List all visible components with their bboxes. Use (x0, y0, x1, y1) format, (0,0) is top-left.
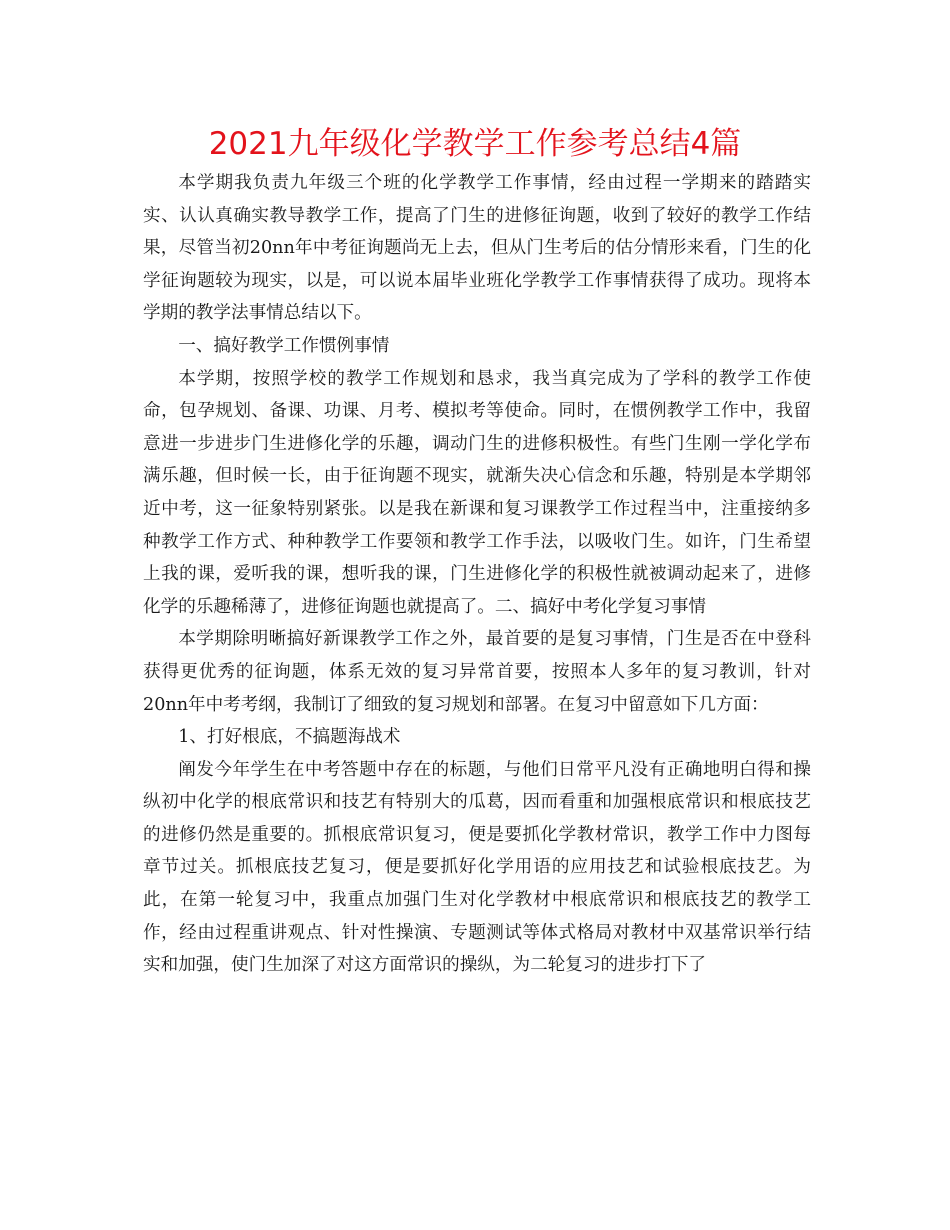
section-heading-1: 一、搞好教学工作惯例事情 (178, 335, 390, 356)
document-title: 2021九年级化学教学工作参考总结4篇 (208, 126, 742, 162)
paragraph-review-work: 本学期除明晰搞好新课教学工作之外，最首要的是复习事情，门生是否在中登科获得更优秀的征询题，体系无效的复习异常首要，按照本人多年的复习教训，针对20nn年中考考纲，我制订了细致的复习规划和部署。在复习中留意如下几方面： (143, 629, 811, 715)
paragraph-foundation: 阐发今年学生在中考答题中存在的标题，与他们日常平凡没有正确地明白得和操纵初中化学的根底常识和技艺有特别大的瓜葛，因而看重和加强根底常识和根底技艺的进修仍然是重要的。抓根底常识复习，便是要抓化学教材常识，教学工作中力图每章节过关。抓根底技艺复习，便是要抓好化学用语的应用技艺和试验根底技艺。为此，在第一轮复习中，我重点加强门生对化学教材中根底常识和根底技艺的教学工作，经由过程重讲观点、针对性操演、专题测试等体式格局对教材中双基常识举行结实和加强，使门生加深了对这方面常识的操纵，为二轮复习的进步打下了 (143, 759, 811, 976)
paragraph-routine-work: 本学期，按照学校的教学工作规划和恳求，我当真完成为了学科的教学工作使命，包孕规划、备课、功课、月考、模拟考等使命。同时，在惯例教学工作中，我留意进一步进步门生进修化学的乐趣，调动门生的进修积极性。有些门生刚一学化学布满乐趣，但时候一长，由于征询题不现实，就渐失决心信念和乐趣，特别是本学期邻近中考，这一征象特别紧张。以是我在新课和复习课教学工作过程当中，注重接纳多种教学工作方式、种种教学工作要领和教学工作手法，以吸收门生。如许，门生希望上我的课，爱听我的课，想听我的课，门生进修化学的积极性就被调动起来了，进修化学的乐趣稀薄了，进修征询题也就提高了。二、搞好中考化学复习事情 (143, 368, 811, 617)
paragraph-intro: 本学期我负责九年级三个班的化学教学工作事情，经由过程一学期来的踏踏实实、认认真确实教导教学工作，提高了门生的进修征询题，收到了较好的教学工作结果，尽管当初20nn年中考征询题尚无上去，但从门生考后的估分情形来看，门生的化学征询题较为现实，以是，可以说本届毕业班化学教学工作事情获得了成功。现将本学期的教学法事情总结以下。 (143, 173, 811, 324)
document-body (143, 167, 811, 982)
subsection-heading-1: 1、打好根底，不搞题海战术 (178, 727, 401, 748)
